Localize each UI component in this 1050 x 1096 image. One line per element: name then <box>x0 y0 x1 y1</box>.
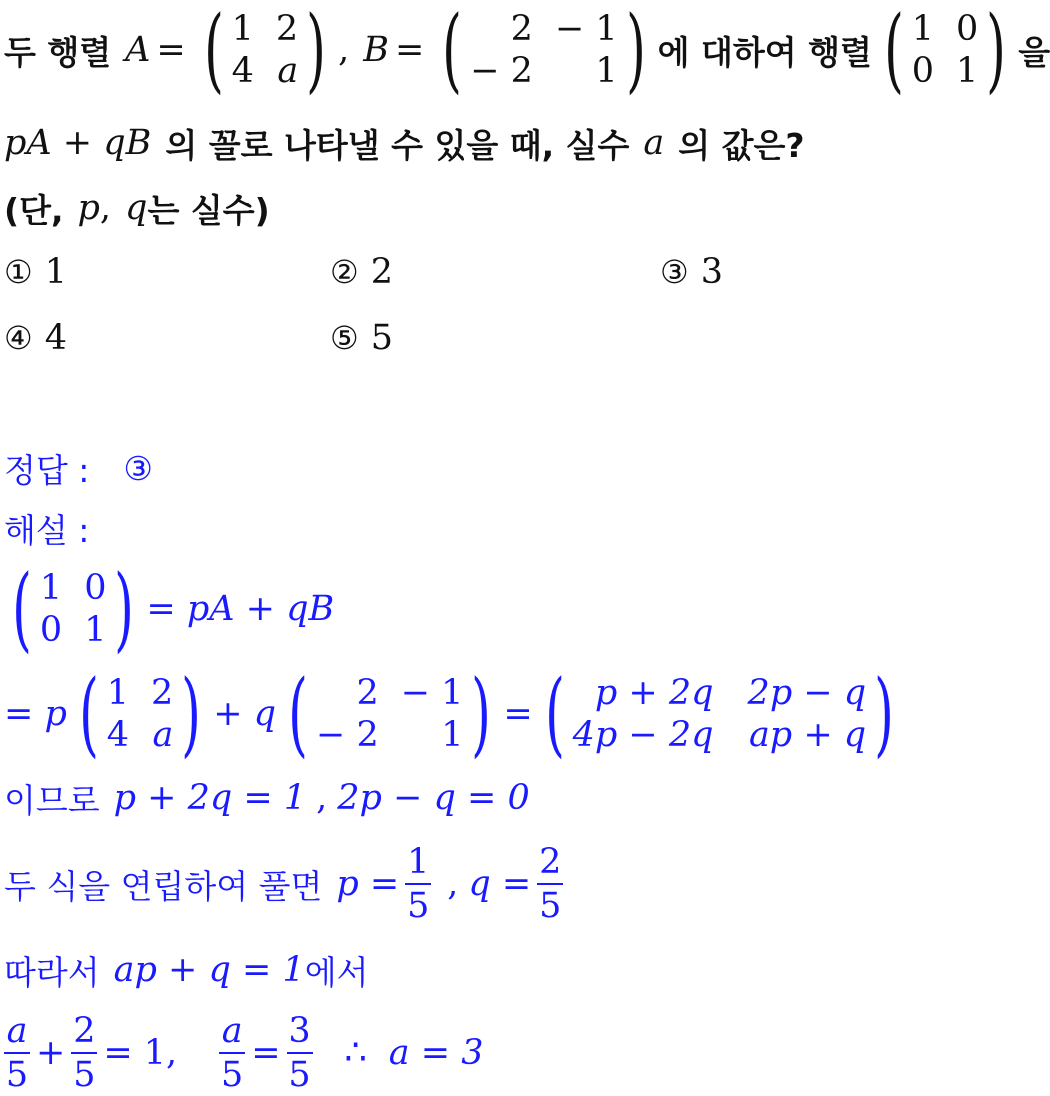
fraction-q: $\frac{2}{5}$ <box>539 841 562 926</box>
matrix-cell: − 1 <box>400 673 464 713</box>
choice-mark: ① <box>4 253 33 291</box>
therefore-symbol: ∴ <box>344 1033 367 1073</box>
equals-sign: = <box>251 1033 281 1073</box>
matrix-A: ( 1 2 4 a ) <box>78 660 202 767</box>
solution-step-3 <box>4 773 530 823</box>
choice-value: 5 <box>370 318 393 358</box>
answer-label: 정답 : <box>4 450 90 490</box>
equals-sign: = <box>394 30 425 70</box>
identity-matrix: ( 1 0 0 1 ) <box>12 555 135 662</box>
comma: , <box>316 778 328 818</box>
fraction-a-over-5: $\frac{a}{5}$ <box>5 1010 29 1095</box>
fraction-2-over-5: $\frac{2}{5}$ <box>73 1010 96 1095</box>
step5-text-1: 따라서 <box>4 952 100 992</box>
variable-a: a <box>643 123 665 163</box>
question-condition <box>4 183 270 233</box>
matrix-B-name: B <box>363 30 389 70</box>
result-matrix: ( p + 2q 2p − q 4p − 2q ap + q ) <box>544 660 895 767</box>
matrix-cell: 0 <box>39 610 63 650</box>
matrix-cell: 1 <box>441 715 464 755</box>
solution-step-6 <box>4 1010 484 1096</box>
choice-5[interactable] <box>330 318 393 358</box>
p-equals: p = <box>336 864 400 904</box>
expression-pA-qB: pA + qB <box>4 123 152 163</box>
matrix-cell: 4 <box>106 715 130 755</box>
matrix-A: ( 1 2 4 a ) <box>203 0 327 103</box>
fraction-a-over-5: $\frac{a}{5}$ <box>221 1010 244 1095</box>
matrix-cell: − 2 <box>470 51 533 91</box>
step2-eq: = p <box>4 694 67 734</box>
equals-sign: = <box>503 694 533 734</box>
comma: , <box>338 30 350 70</box>
equation-1: p + 2q = 1 <box>113 778 307 818</box>
identity-matrix: ( 1 0 0 1 ) <box>883 0 1007 103</box>
matrix-cell: 1 <box>84 610 107 650</box>
matrix-cell: 1 <box>956 51 979 91</box>
choice-mark: ⑤ <box>330 319 359 357</box>
choice-value: 1 <box>44 252 67 292</box>
matrix-B: ( 2 − 1 − 2 1 ) <box>288 660 492 767</box>
variable-q: q <box>125 188 148 228</box>
matrix-cell: 2 <box>356 673 379 713</box>
step5-text-2: 에서 <box>304 952 369 992</box>
choice-mark: ③ <box>660 253 689 291</box>
comma: , <box>99 188 112 228</box>
plus-sign: + <box>36 1033 66 1073</box>
matrix-cell: − 2 <box>316 715 379 755</box>
question-text-2: 에 대하여 행렬 <box>657 32 872 72</box>
matrix-cell: 0 <box>956 9 979 49</box>
solution-label: 해설 : <box>4 510 90 550</box>
matrix-cell: 4 <box>231 51 254 91</box>
choice-4[interactable] <box>4 318 67 358</box>
step3-text: 이므로 <box>4 780 100 820</box>
matrix-cell: 1 <box>911 9 935 49</box>
matrix-cell: 0 <box>911 51 935 91</box>
answer-value: ③ <box>123 448 153 488</box>
comma: , <box>447 864 459 904</box>
choice-3[interactable] <box>660 252 723 292</box>
matrix-cell: 1 <box>595 51 618 91</box>
matrix-cell: 2 <box>151 673 174 713</box>
solution-label-line <box>4 505 89 551</box>
matrix-cell: ap + q <box>748 715 867 755</box>
variable-p: p <box>77 188 100 228</box>
final-result: a = 3 <box>388 1033 484 1073</box>
solution-step-2 <box>4 660 906 767</box>
matrix-cell: 4p − 2q <box>572 715 714 755</box>
answer-line <box>4 445 153 491</box>
matrix-A-name: A <box>125 30 151 70</box>
step4-text: 두 식을 연립하여 풀면 <box>4 866 323 906</box>
matrix-cell: 1 <box>106 673 130 713</box>
question-text-1: 두 행렬 <box>4 32 112 72</box>
choice-value: 4 <box>44 318 67 358</box>
solution-step-4 <box>4 838 569 930</box>
q-equals: q = <box>468 864 532 904</box>
matrix-B: ( 2 − 1 − 2 1 ) <box>442 0 646 103</box>
question-text-4: 의 꼴로 나타낼 수 있을 때, 실수 <box>165 125 630 165</box>
matrix-cell: 1 <box>231 9 254 49</box>
choice-value: 3 <box>700 252 723 292</box>
fraction-3-over-5: $\frac{3}{5}$ <box>288 1010 311 1095</box>
equation-2: 2p − q = 0 <box>337 778 530 818</box>
step1-rhs: = pA + qB <box>146 589 335 629</box>
matrix-cell: 2p − q <box>747 673 867 713</box>
matrix-cell: 1 <box>39 568 63 608</box>
question-line-1 <box>4 0 1050 103</box>
choice-1[interactable] <box>4 252 67 292</box>
equals-sign: = <box>156 30 186 70</box>
matrix-cell: − 1 <box>554 9 618 49</box>
fraction-p: $\frac{1}{5}$ <box>407 841 430 926</box>
matrix-cell: a <box>152 715 174 755</box>
question-text-5: 의 값은? <box>678 125 805 165</box>
matrix-cell: 0 <box>84 568 107 608</box>
solution-step-1 <box>4 555 335 662</box>
equals-one: = 1, <box>103 1033 178 1073</box>
question-text-3: 을 <box>1018 32 1050 72</box>
choice-mark: ④ <box>4 319 33 357</box>
solution-step-5 <box>4 945 369 995</box>
choice-mark: ② <box>330 253 359 291</box>
step2-plus-q: + q <box>213 694 277 734</box>
condition-open: (단, <box>4 190 64 230</box>
question-line-2 <box>4 118 805 168</box>
matrix-cell: p + 2q <box>594 673 714 713</box>
choice-2[interactable] <box>330 252 393 292</box>
condition-text: 는 실수) <box>147 190 270 230</box>
equation-3: ap + q = 1 <box>113 950 305 990</box>
choice-value: 2 <box>370 252 393 292</box>
matrix-cell: 2 <box>510 9 533 49</box>
matrix-cell: 2 <box>275 9 299 49</box>
matrix-cell: a <box>277 51 299 91</box>
